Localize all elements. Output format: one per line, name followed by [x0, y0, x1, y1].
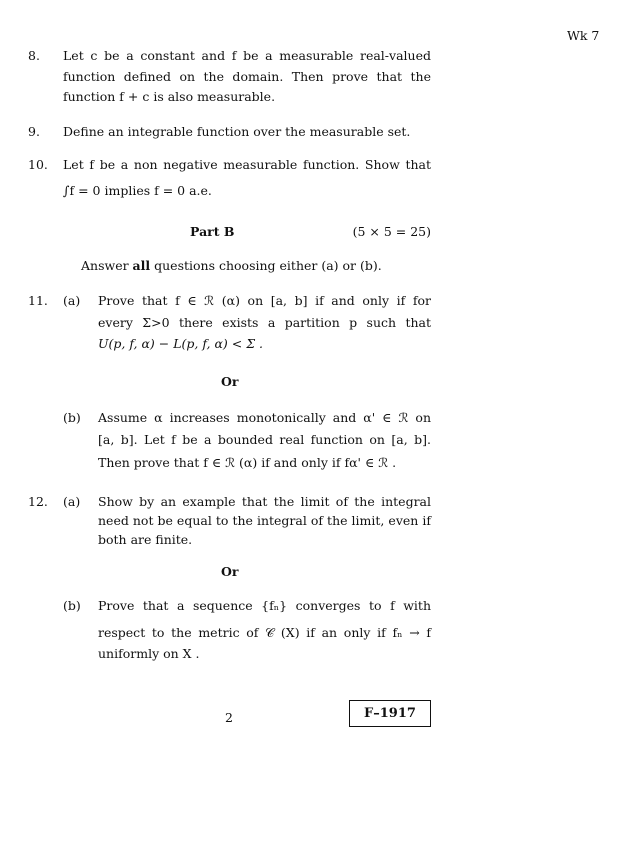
option-label: (b)	[63, 410, 81, 425]
section-title: Part B	[190, 224, 235, 239]
question-text: Then prove that f ∈ ℛ (α) if and only if fα' ∈ ℛ .	[98, 455, 397, 470]
question-text: Assume α increases monotonically and α' ∈ ℛ on	[98, 410, 431, 425]
question-text: respect to the metric of 𝒞 (X) if an only if fₙ → f	[98, 625, 431, 640]
question-text: function defined on the domain. Then prove that the	[63, 69, 431, 84]
question-text: Let f be a non negative measurable function. Show that	[63, 157, 431, 172]
question-text: need not be equal to the integral of the limit, even if	[98, 513, 431, 528]
question-text: uniformly on X .	[98, 646, 200, 661]
page-number: 2	[225, 710, 233, 725]
section-marks: (5 × 5 = 25)	[352, 224, 431, 239]
option-label: (a)	[63, 494, 81, 509]
paper-code: Wk 7	[567, 28, 600, 43]
question-text: both are finite.	[98, 532, 193, 547]
option-label: (b)	[63, 598, 81, 613]
question-number: 8.	[28, 48, 40, 63]
question-number: 12.	[28, 494, 48, 509]
question-text: Show by an example that the limit of the integral	[98, 494, 431, 509]
question-text: ∫f = 0 implies f = 0 a.e.	[63, 183, 212, 198]
paper-code-box: F–1917	[349, 700, 431, 727]
question-text: [a, b]. Let f be a bounded real function on [a, b].	[98, 432, 431, 447]
or-divider: Or	[221, 564, 239, 579]
question-text: U(p, f, α) − L(p, f, α) < Σ .	[98, 336, 264, 351]
option-label: (a)	[63, 293, 81, 308]
question-text: Define an integrable function over the measurable set.	[63, 124, 411, 139]
question-text: function f + c is also measurable.	[63, 89, 276, 104]
or-divider: Or	[221, 374, 239, 389]
question-text: Prove that a sequence {fₙ} converges to f with	[98, 598, 431, 613]
section-instructions: Answer all questions choosing either (a) or (b).	[81, 258, 382, 273]
question-text: Prove that f ∈ ℛ (α) on [a, b] if and only if for	[98, 293, 431, 308]
question-number: 10.	[28, 157, 48, 172]
question-text: every Σ>0 there exists a partition p such that	[98, 315, 431, 330]
question-number: 9.	[28, 124, 40, 139]
question-number: 11.	[28, 293, 48, 308]
question-text: Let c be a constant and f be a measurable real-valued	[63, 48, 431, 63]
